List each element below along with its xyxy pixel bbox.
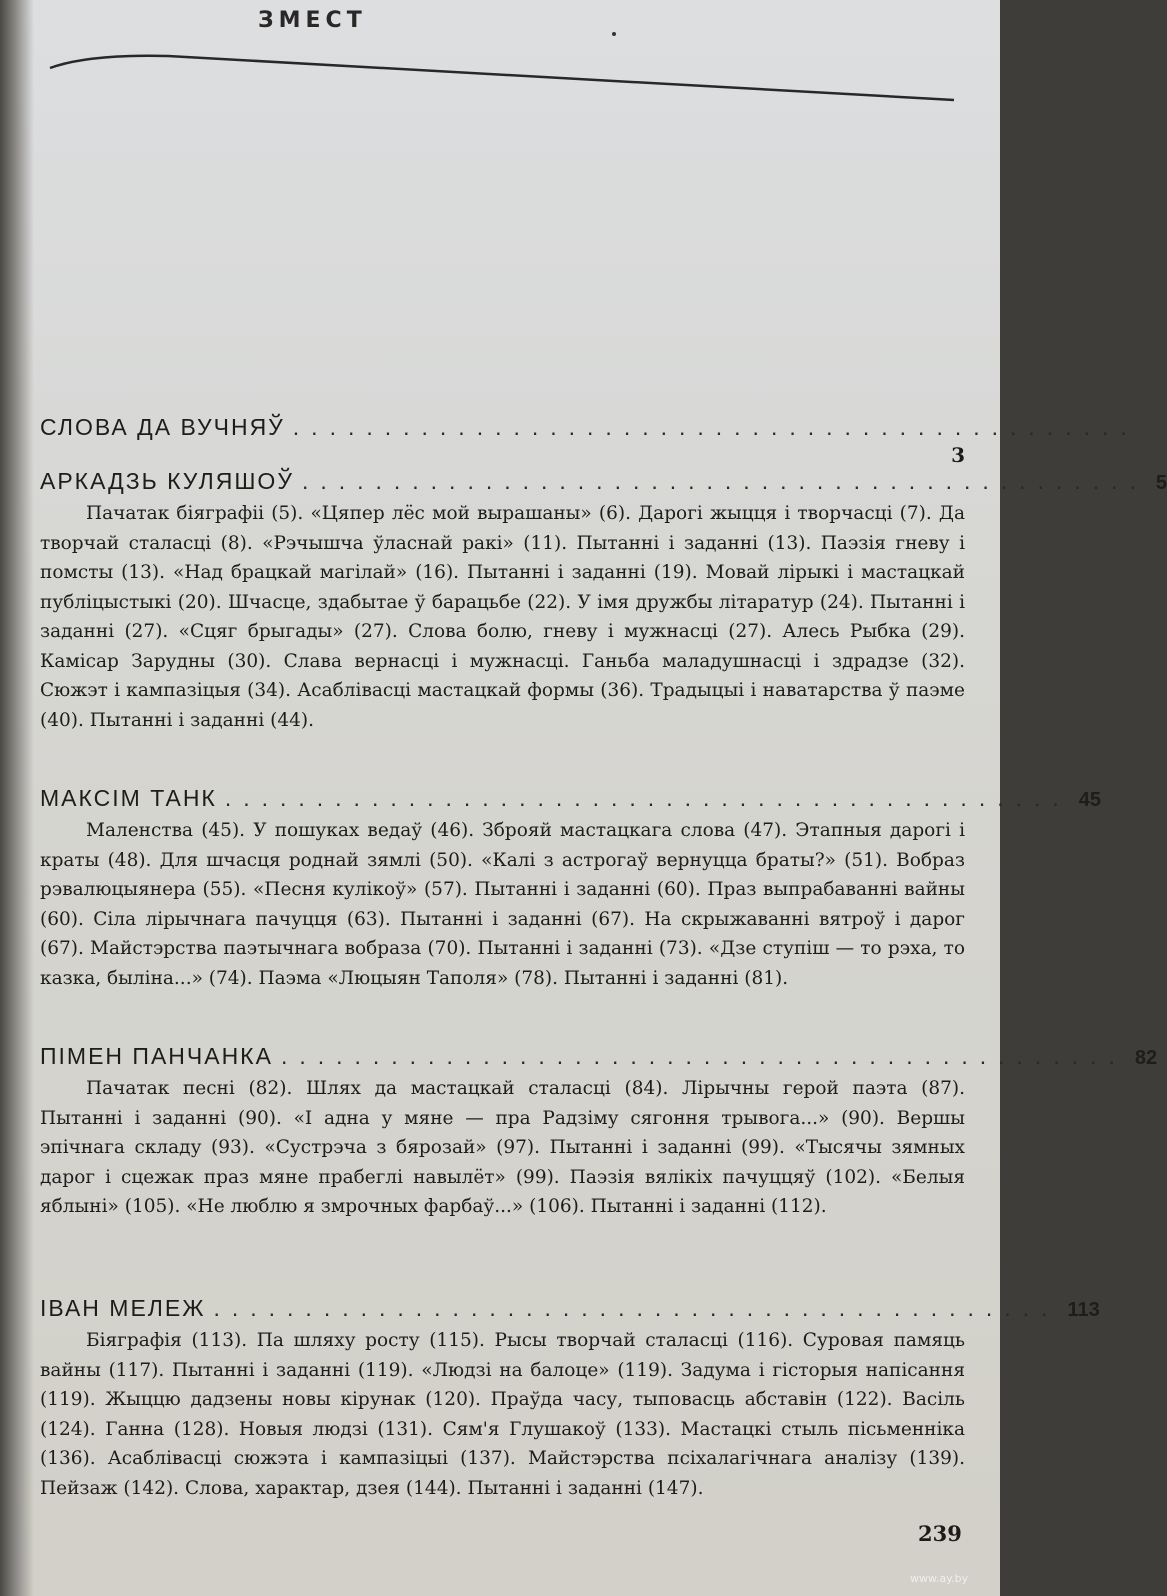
- toc-entry-subtopics: Біяграфія (113). Па шляху росту (115). Рысы творчай сталасці (116). Суровая памяць вайны (117). Пытанні і заданні (119). «Людзі на балоце» (119). Задума і гісторыя напісання (119). Жыццю дадзены новы кірунак (120). Праўда часу, тыповасць абставін (122). Васіль (124). Ганна (128). Новыя людзі (131). Сям'я Глушакоў (133). Мастацкі стыль пісьменніка (136). Асаблівасці сюжэта і кампазіцыі (137). Майстэрства псіхалагічнага аналізу (139). Пейзаж (142). Слова, характар, дзея (144). Пытанні і заданні (147).: [40, 1330, 965, 1499]
- toc-entry-tank: [40, 785, 1102, 993]
- toc-entry-subtopics: Маленства (45). У пошуках ведаў (46). Зброяй мастацкага слова (47). Этапныя дарогі і краты (48). Для шчасця роднай зямлі (50). «Калі з астрогаў вернуцца браты?» (51). Вобраз рэвалюцыянера (55). «Песня кулікоў» (57). Пытанні і заданні (60). Праз выпрабаванні вайны (60). Сіла лірычнага пачуцця (63). Пытанні і заданні (67). На скрыжаванні вятроў і дарог (67). Майстэрства паэтычнага вобраза (70). Пытанні і заданні (73). «Дзе ступіш — то рэха, то казка, быліна...» (74). Паэма «Люцыян Таполя» (78). Пытанні і заданні (81).: [40, 820, 965, 989]
- toc-entry-page-row: [40, 443, 965, 467]
- dot-leader: ..............................................: [224, 785, 1071, 811]
- toc-entry-panchanka: [40, 1043, 1158, 1222]
- dot-leader: ..............................................: [213, 1295, 1060, 1321]
- toc-entry-page: 82: [1134, 1047, 1158, 1069]
- toc-entry-title: МАКСІМ ТАНК: [40, 785, 217, 811]
- toc-entry-head: [40, 1295, 1100, 1322]
- toc-entry-head: [40, 414, 1139, 441]
- dot-leader: ..............................................: [292, 414, 1139, 440]
- toc-entry-head: [40, 785, 1102, 812]
- toc-entry-intro: [40, 414, 1139, 467]
- watermark: www.ay.by: [910, 1572, 969, 1585]
- toc-entry-subtopics: Пачатак песні (82). Шлях да мастацкай сталасці (84). Лірычны герой паэта (87). Пытанні і заданні (90). «І адна у мяне — пра Радзіму сягоння трывога...» (90). Вершы эпічнага складу (93). «Сустрэча з бярозай» (97). Пытанні і заданні (99). «Тысячы зямных дарог і сцежак праз мяне прабеглі навылёт» (99). Паэзія вялікіх пачуццяў (102). «Белыя яблыні» (105). «Не люблю я змрочных фарбаў...» (106). Пытанні і заданні (112).: [40, 1078, 965, 1217]
- toc-entry-kulyashou: [40, 468, 1167, 735]
- page-header-title: ЗМЕСТ: [258, 8, 367, 33]
- toc-entry-title: СЛОВА ДА ВУЧНЯЎ: [40, 414, 285, 440]
- toc-entry-title: ІВАН МЕЛЕЖ: [40, 1295, 206, 1321]
- header-dot: [612, 32, 616, 36]
- toc-entry-subtopics: Пачатак біяграфіі (5). «Цяпер лёс мой вырашаны» (6). Дарогі жыцця і творчасці (7). Да творчай сталасці (8). «Рэчышча ўласнай ракі» (11). Пытанні і заданні (13). Паэзія гневу і помсты (13). «Над брацкай магілай» (16). Пытанні і заданні (19). Мовай лірыкі і мастацкай публіцыстыкі (20). Шчасце, здабытае ў барацьбе (22). У імя дружбы літаратур (24). Пытанні і заданні (27). «Сцяг брыгады» (27). Слова болю, гневу і мужнасці (27). Алесь Рыбка (29). Камісар Зарудны (30). Слава вернасці і мужнасці. Ганьба маладушнасці і здрадзе (32). Сюжэт і кампазіцыя (34). Асаблівасці мастацкай формы (36). Традыцыі і наватарства ў паэме (40). Пытанні і заданні (44).: [40, 503, 965, 731]
- toc-entry-head: [40, 468, 1167, 495]
- toc-entry-page: 3: [951, 443, 965, 467]
- header-rule: [48, 54, 958, 106]
- toc-entry-title: АРКАДЗЬ КУЛЯШОЎ: [40, 468, 294, 494]
- toc-entry-page: 5: [1155, 472, 1167, 494]
- toc-entry-head: [40, 1043, 1158, 1070]
- toc-entry-page: 45: [1078, 789, 1102, 811]
- toc-entry-title: ПІМЕН ПАНЧАНКА: [40, 1043, 273, 1069]
- toc-entry-page: 113: [1067, 1299, 1100, 1321]
- dot-leader: ..............................................: [280, 1043, 1127, 1069]
- toc-entry-melezh: [40, 1295, 1100, 1503]
- binding-shadow: [0, 0, 34, 1596]
- page-number: 239: [918, 1521, 962, 1546]
- dot-leader: ..............................................: [301, 468, 1148, 494]
